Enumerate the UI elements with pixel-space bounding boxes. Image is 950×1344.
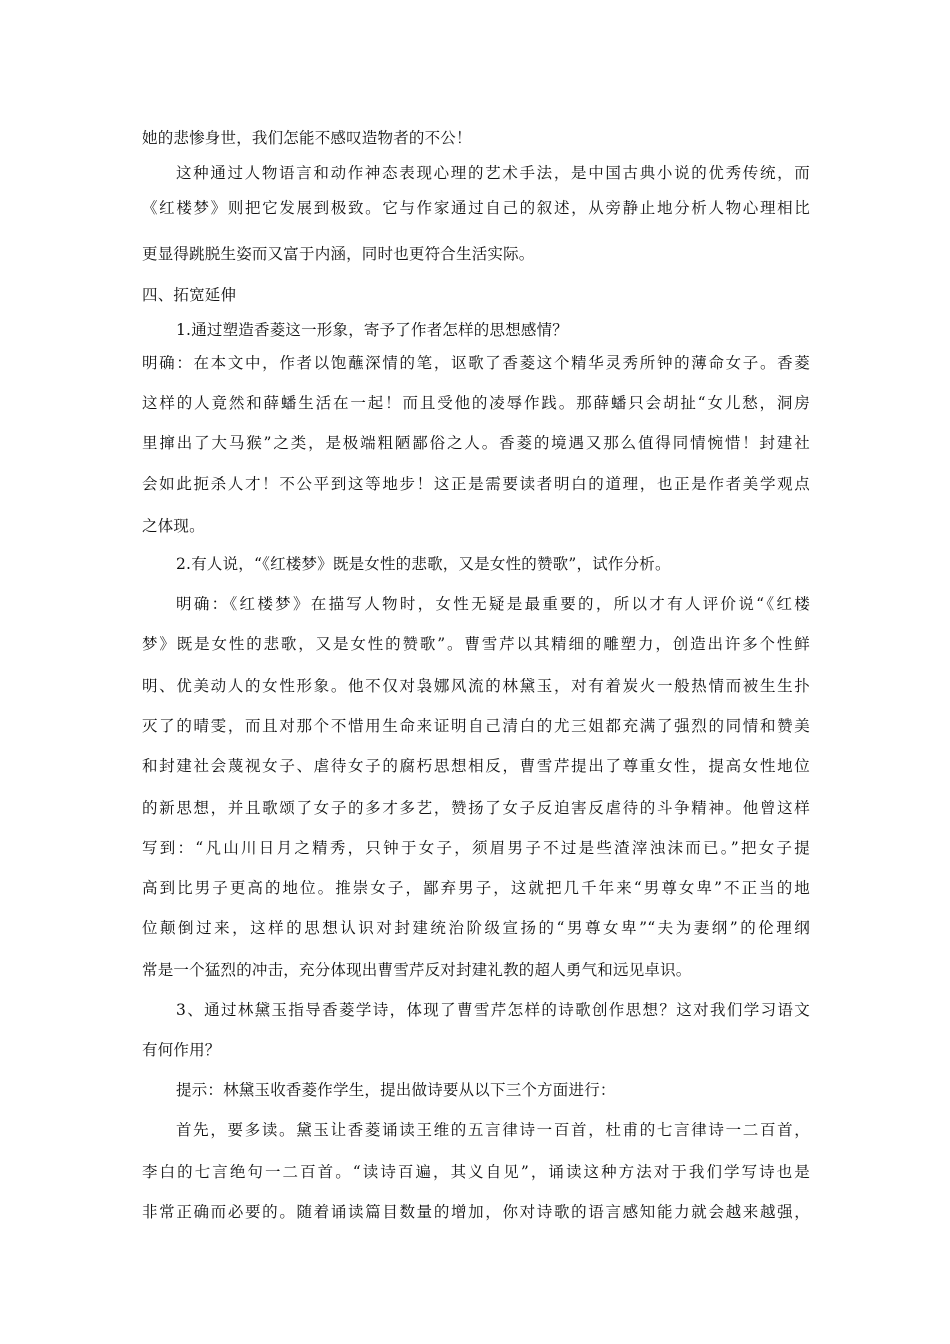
question-heading: 1.通过塑造香菱这一形象，寄予了作者怎样的思想感情？ (176, 321, 568, 339)
hint-line: 提示：林黛玉收香菱作学生，提出做诗要从以下三个方面进行： (176, 1081, 616, 1099)
question-heading: 2.有人说，“《红楼梦》既是女性的悲歌，又是女性的赞歌”，试作分析。 (176, 555, 671, 573)
text-line: 明、优美动人的女性形象。他不仅对袅娜风流的林黛玉，对有着炭火一般热情而被生生扑 (142, 677, 810, 695)
text-line: 会如此扼杀人才！不公平到这等地步！这正是需要读者明白的道理，也正是作者美学观点 (142, 475, 810, 493)
text-line: 和封建社会蔑视女子、虐待女子的腐朽思想相反，曹雪芹提出了尊重女性，提高女性地位 (142, 757, 810, 775)
text-line: 的新思想，并且歌颂了女子的多才多艺，赞扬了女子反迫害反虐待的斗争精神。他曾这样 (142, 799, 810, 817)
text-line: 位颠倒过来，这样的思想认识对封建统治阶级宣扬的“男尊女卑”“夫为妻纲”的伦理纲 (142, 919, 810, 937)
text-line: 首先，要多读。黛玉让香菱诵读王维的五言律诗一百首，杜甫的七言律诗一二百首， (176, 1121, 810, 1139)
text-line: 梦》既是女性的悲歌，又是女性的赞歌”。曹雪芹以其精细的雕塑力，创造出许多个性鲜 (142, 635, 810, 653)
text-line: 里撺出了大马猴”之类，是极端粗陋鄙俗之人。香菱的境遇又那么值得同情惋惜！封建社 (142, 434, 810, 452)
text-line: 更显得跳脱生姿而又富于内涵，同时也更符合生活实际。 (142, 245, 535, 263)
text-line: 李白的七言绝句一二百首。“读诗百遍，其义自见”，诵读这种方法对于我们学写诗也是 (142, 1163, 810, 1181)
text-line: 高到比男子更高的地位。推崇女子，鄙弃男子，这就把几千年来“男尊女卑”不正当的地 (142, 879, 810, 897)
text-line: 有何作用？ (142, 1041, 221, 1059)
text-line: 明确：在本文中，作者以饱蘸深情的笔，讴歌了香菱这个精华灵秀所钟的薄命女子。香菱 (142, 354, 810, 372)
text-line: 明确：《红楼梦》在描写人物时，女性无疑是最重要的，所以才有人评价说“《红楼 (176, 595, 810, 613)
text-line: 这样的人竟然和薛蟠生活在一起！而且受他的凌辱作践。那薛蟠只会胡扯“女儿愁，洞房 (142, 394, 810, 412)
text-line: 写到：“凡山川日月之精秀，只钟于女子，须眉男子不过是些渣滓浊沫而已。”把女子提 (142, 839, 810, 857)
question-heading: 3、通过林黛玉指导香菱学诗，体现了曹雪芹怎样的诗歌创作思想？这对我们学习语文 (176, 1001, 810, 1019)
text-line: 常是一个猛烈的冲击，充分体现出曹雪芹反对封建礼教的超人勇气和远见卓识。 (142, 961, 692, 979)
text-line: 灭了的晴雯，而且对那个不惜用生命来证明自己清白的尤三姐都充满了强烈的同情和赞美 (142, 717, 810, 735)
text-line: 非常正确而必要的。随着诵读篇目数量的增加，你对诗歌的语言感知能力就会越来越强， (142, 1203, 810, 1221)
text-line: 《红楼梦》则把它发展到极致。它与作家通过自己的叙述，从旁静止地分析人物心理相比 (142, 199, 810, 217)
text-line: 她的悲惨身世，我们怎能不感叹造物者的不公！ (142, 129, 472, 147)
section-heading: 四、拓宽延伸 (142, 286, 237, 304)
text-line: 这种通过人物语言和动作神态表现心理的艺术手法，是中国古典小说的优秀传统，而 (176, 164, 810, 182)
text-line: 之体现。 (142, 517, 205, 535)
